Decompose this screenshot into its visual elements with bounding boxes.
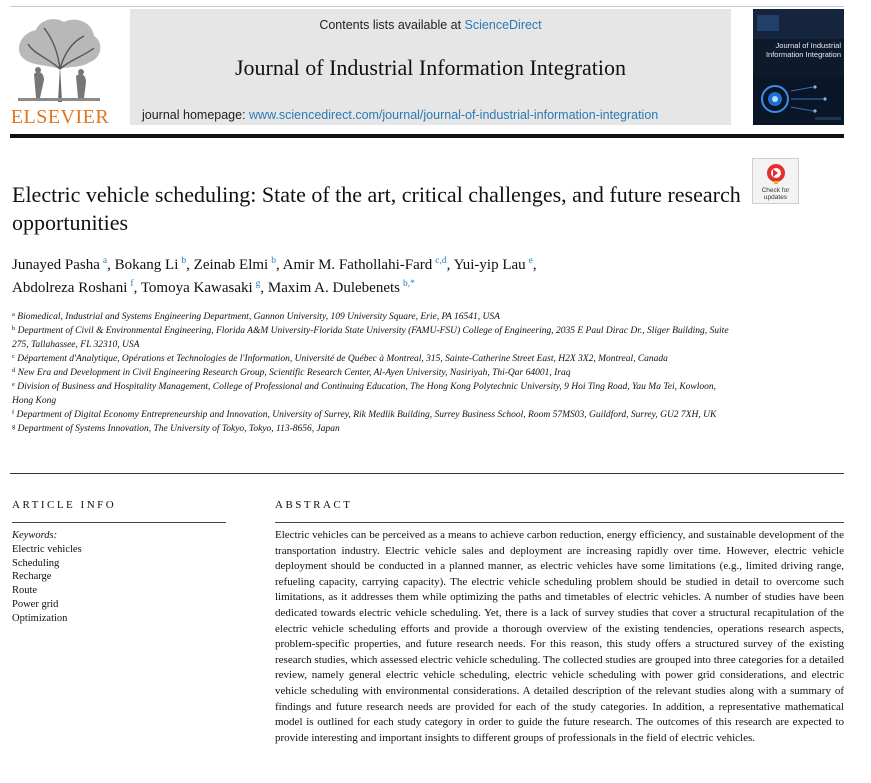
sciencedirect-link[interactable]: ScienceDirect xyxy=(464,18,542,32)
author[interactable] xyxy=(12,280,134,296)
author-name[interactable]: Tomoya Kawasaki xyxy=(140,280,253,296)
author[interactable] xyxy=(194,257,276,273)
author-affiliation-marker[interactable]: b xyxy=(181,256,187,266)
affiliation-marker: g xyxy=(12,423,16,430)
author[interactable] xyxy=(454,257,533,273)
affiliation-text: Division of Business and Hospitality Management, College of Professional and Continuing Education, The Hong Kong Polytechnic University, 9 Hoi Ting Road, Yau Ma Tei, Kowloon, Hong Kong xyxy=(12,382,717,406)
cover-top-graphic xyxy=(753,9,844,39)
author[interactable] xyxy=(12,257,107,273)
author-separator: , xyxy=(446,257,454,273)
cover-title: Journal of Industrial Information Integration xyxy=(765,41,841,59)
affiliation-item xyxy=(12,366,734,380)
keyword-item: Scheduling xyxy=(12,557,60,569)
affiliation-item xyxy=(12,324,734,352)
author-affiliation-marker[interactable]: g xyxy=(255,279,261,289)
author[interactable] xyxy=(283,257,447,273)
author[interactable] xyxy=(115,257,187,273)
elsevier-wordmark: ELSEVIER xyxy=(10,106,110,128)
check-updates-icon xyxy=(766,163,786,185)
author-affiliation-marker[interactable]: b,* xyxy=(403,279,415,289)
keyword-item: Power grid xyxy=(12,598,59,610)
cover-network-icon xyxy=(753,77,844,125)
affiliation-text: Department of Civil & Environmental Engineering, Florida A&M University-Florida State University (FAMU-FSU) College of Engineering, 2035 E Paul Dirac Dr., Sliger Building, Suite 275, Tallahassee, FL 32310, USA xyxy=(12,326,729,350)
keywords-label: Keywords: xyxy=(12,530,58,541)
author-separator: , xyxy=(186,257,194,273)
top-rule xyxy=(10,6,844,7)
affiliation-item xyxy=(12,422,734,436)
affiliation-item xyxy=(12,408,734,422)
author-list xyxy=(12,254,742,300)
affiliation-item xyxy=(12,380,734,408)
affiliation-marker: d xyxy=(12,367,16,374)
author-separator: , xyxy=(275,257,283,273)
author-name[interactable]: Abdolreza Roshani xyxy=(12,280,128,296)
keyword-item: Route xyxy=(12,585,38,597)
contents-line xyxy=(130,18,731,32)
author-name[interactable]: Amir M. Fathollahi-Fard xyxy=(282,257,433,273)
author-name[interactable]: Zeinab Elmi xyxy=(193,257,269,273)
author-affiliation-marker[interactable]: f xyxy=(130,279,134,289)
affiliation-marker: b xyxy=(12,325,16,332)
author-name[interactable]: Bokang Li xyxy=(114,257,179,273)
affiliation-text: Department of Systems Innovation, The University of Tokyo, Tokyo, 113-8656, Japan xyxy=(17,424,340,434)
affiliation-text: Biomedical, Industrial and Systems Engineering Department, Gannon University, 109 University Square, Erie, PA 16541, USA xyxy=(17,312,500,322)
journal-header xyxy=(130,9,731,125)
author[interactable] xyxy=(141,280,261,296)
author-separator: , xyxy=(532,257,537,273)
author-separator: , xyxy=(260,280,268,296)
section-rule xyxy=(10,473,844,474)
affiliation-list xyxy=(12,310,734,436)
keyword-item: Electric vehicles xyxy=(12,543,82,555)
author[interactable] xyxy=(268,280,415,296)
header-rule xyxy=(10,134,844,138)
author-name[interactable]: Maxim A. Dulebenets xyxy=(267,280,400,296)
author-affiliation-marker[interactable]: c,d xyxy=(435,256,447,266)
homepage-line xyxy=(142,108,732,122)
abstract-text: Electric vehicles can be perceived as a means to achieve carbon reduction, energy efficiency, and sustainable development of the transportation industry. Electric vehicle sales and deployment are increasing rapidly over time. However, electric vehicle deployment should be conducted in a planned manner, as electric vehicles have some limitations (e.g., limited driving range, refueling capacity, carrying capacity). The electric vehicle scheduling problem should be studied in detail to overcome such limitations, as it addresses them while optimizing the paths and timetables of electric vehicles. A number of studies have been dedicated towards electric vehicle scheduling. Yet, there is a lack of survey studies that cover a structural recapitulation of the electric vehicle scheduling efforts and provide a thorough overview of the existing tendencies, operations research aspects, problem-specific properties, and future research needs. For this reason, this study offers a structured survey of the existing research studies, which assessed electric vehicle scheduling. The collected studies are grouped into three categories for a detailed review, namely general electric vehicle scheduling, electric vehicle scheduling with power grid considerations, and electric vehicle scheduling with environmental considerations. A detailed description of the relevant studies along with a summary of findings and future research needs are provided for each of the study categories. In addition, a representative mathematical model is outlined for each study category in order to guide the future research. The outcomes of this research are expected to provide interesting and important insights to different groups of professionals in the field of electric vehicles. xyxy=(275,529,844,744)
affiliation-text: Department of Digital Economy Entrepreneurship and Innovation, University of Surrey, Rik Medlik Building, Surrey Business School, Room 57MS03, Guildford, Surrey, GU2 7XH, UK xyxy=(16,410,717,420)
article-title: Electric vehicle scheduling: State of the art, critical challenges, and future research opportunities xyxy=(12,182,741,235)
homepage-link[interactable]: www.sciencedirect.com/journal/journal-of-industrial-information-integration xyxy=(249,108,659,122)
keyword-item: Recharge xyxy=(12,571,52,583)
keyword-item: Optimization xyxy=(12,612,68,624)
affiliation-marker: f xyxy=(12,409,15,416)
affiliation-marker: a xyxy=(12,311,15,318)
affiliation-marker: e xyxy=(12,381,15,388)
affiliation-marker: c xyxy=(12,353,15,360)
keywords-list xyxy=(12,543,222,626)
author-affiliation-marker[interactable]: e xyxy=(528,256,533,266)
affiliation-item xyxy=(12,310,734,324)
affiliation-text: New Era and Development in Civil Engineering Research Group, Scientific Research Center, Al-Ayen University, Nasiriyah, Thi-Qar 64001, Iraq xyxy=(17,368,571,378)
author-separator: , xyxy=(133,280,141,296)
article-info-heading: ARTICLE INFO xyxy=(12,499,117,511)
author-name[interactable]: Junayed Pasha xyxy=(12,257,100,273)
elsevier-logo[interactable] xyxy=(10,12,110,130)
keywords-block xyxy=(12,529,222,626)
check-updates-label: Check for updates xyxy=(761,187,790,201)
author-name[interactable]: Yui-yip Lau xyxy=(453,257,526,273)
journal-cover[interactable] xyxy=(753,9,844,125)
article-info-rule xyxy=(12,522,226,523)
check-for-updates-button[interactable] xyxy=(752,158,799,204)
author-affiliation-marker[interactable]: b xyxy=(271,256,276,266)
author-separator: , xyxy=(107,257,115,273)
elsevier-tree-icon xyxy=(14,14,104,104)
contents-prefix: Contents lists available at xyxy=(319,18,465,32)
homepage-prefix: journal homepage: xyxy=(142,108,250,122)
affiliation-text: Département d'Analytique, Opérations et Technologies de l'Information, Université de Québec à Montreal, 315, Sainte-Catherine Street East, H2X 3X2, Montreal, Canada xyxy=(17,354,668,364)
affiliation-item xyxy=(12,352,734,366)
author-affiliation-marker[interactable]: a xyxy=(102,256,108,266)
abstract-heading: ABSTRACT xyxy=(275,499,353,511)
abstract-rule xyxy=(275,522,844,523)
journal-title: Journal of Industrial Information Integration xyxy=(234,55,626,80)
